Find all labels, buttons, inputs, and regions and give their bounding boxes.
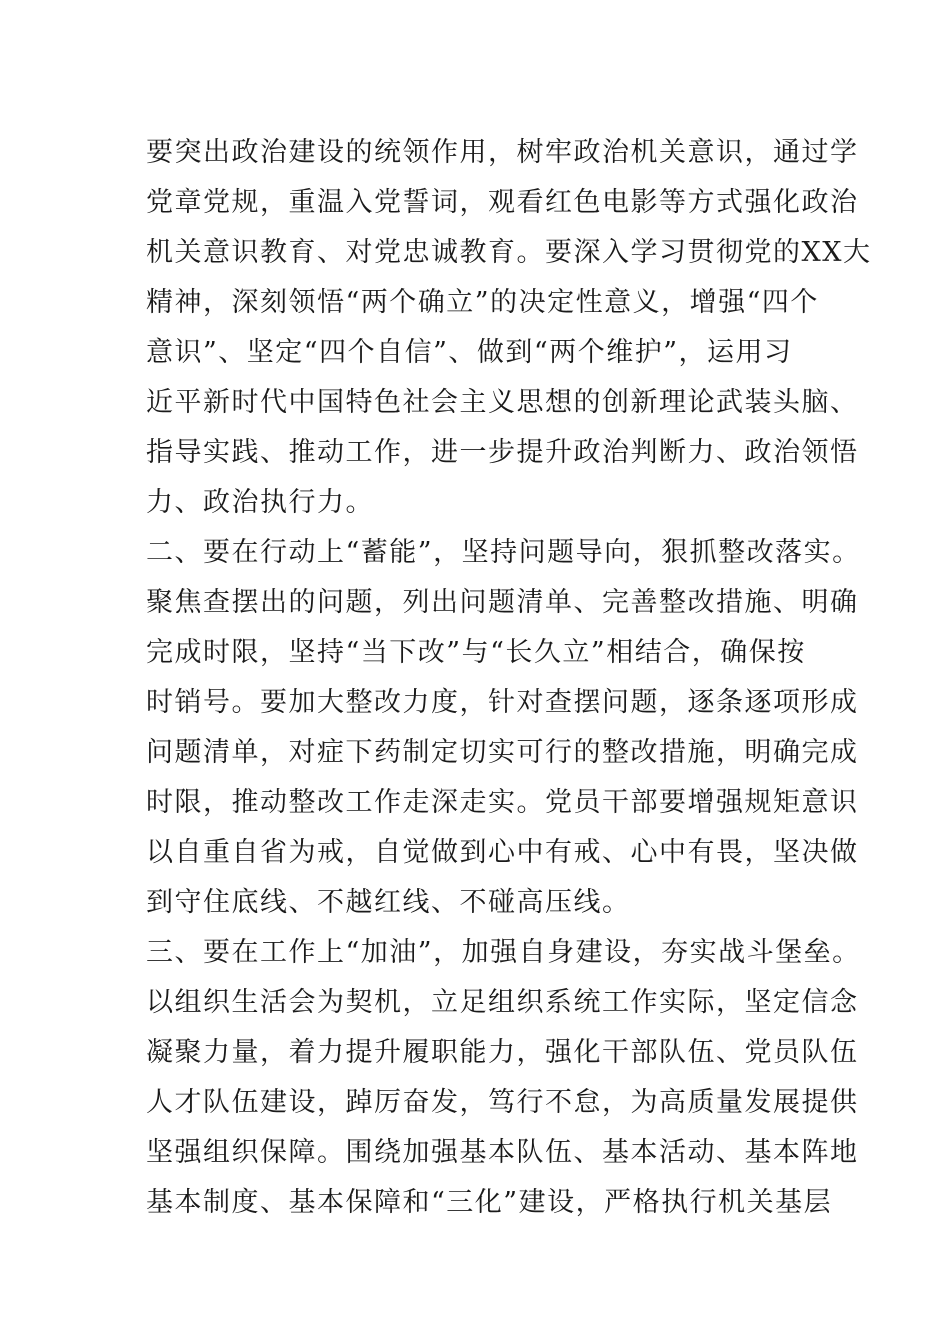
text-line: 要突出政治建设的统领作用，树牢政治机关意识，通过学 <box>146 137 859 168</box>
text-line: 凝聚力量，着力提升履职能力，强化干部队伍、党员队伍 <box>146 1037 859 1068</box>
text-line: 问题清单，对症下药制定切实可行的整改措施，明确完成 <box>146 737 859 768</box>
text-line: 机关意识教育、对党忠诚教育。要深入学习贯彻党的XX大 <box>146 237 872 268</box>
text-line: 时销号。要加大整改力度，针对查摆问题，逐条逐项形成 <box>146 687 859 718</box>
text-line: 聚焦查摆出的问题，列出问题清单、完善整改措施、明确 <box>146 587 859 618</box>
text-line: 党章党规，重温入党誓词，观看红色电影等方式强化政治 <box>146 187 859 218</box>
document-body <box>146 128 872 1228</box>
text-line: 指导实践、推动工作，进一步提升政治判断力、政治领悟 <box>146 437 859 468</box>
text-line: 以组织生活会为契机，立足组织系统工作实际，坚定信念 <box>146 987 859 1018</box>
text-line: 精神，深刻领悟“两个确立”的决定性意义，增强“四个 <box>146 287 819 318</box>
text-line: 到守住底线、不越红线、不碰高压线。 <box>146 887 631 918</box>
text-line: 以自重自省为戒，自觉做到心中有戒、心中有畏，坚决做 <box>146 837 859 868</box>
text-line: 意识”、坚定“四个自信”、做到“两个维护”，运用习 <box>146 337 793 368</box>
text-line: 基本制度、基本保障和“三化”建设，严格执行机关基层 <box>146 1187 833 1218</box>
section-heading-3: 三、要在工作上“加油”，加强自身建设，夯实战斗堡垒。 <box>146 937 861 968</box>
text-line: 时限，推动整改工作走深走实。党员干部要增强规矩意识 <box>146 787 859 818</box>
text-line: 力、政治执行力。 <box>146 487 374 518</box>
text-line: 近平新时代中国特色社会主义思想的创新理论武装头脑、 <box>146 387 859 418</box>
section-heading-2: 二、要在行动上“蓄能”，坚持问题导向，狠抓整改落实。 <box>146 537 861 568</box>
text-line: 完成时限，坚持“当下改”与“长久立”相结合，确保按 <box>146 637 806 668</box>
text-line: 坚强组织保障。围绕加强基本队伍、基本活动、基本阵地 <box>146 1137 859 1168</box>
text-line: 人才队伍建设，踔厉奋发，笃行不怠，为高质量发展提供 <box>146 1087 859 1118</box>
